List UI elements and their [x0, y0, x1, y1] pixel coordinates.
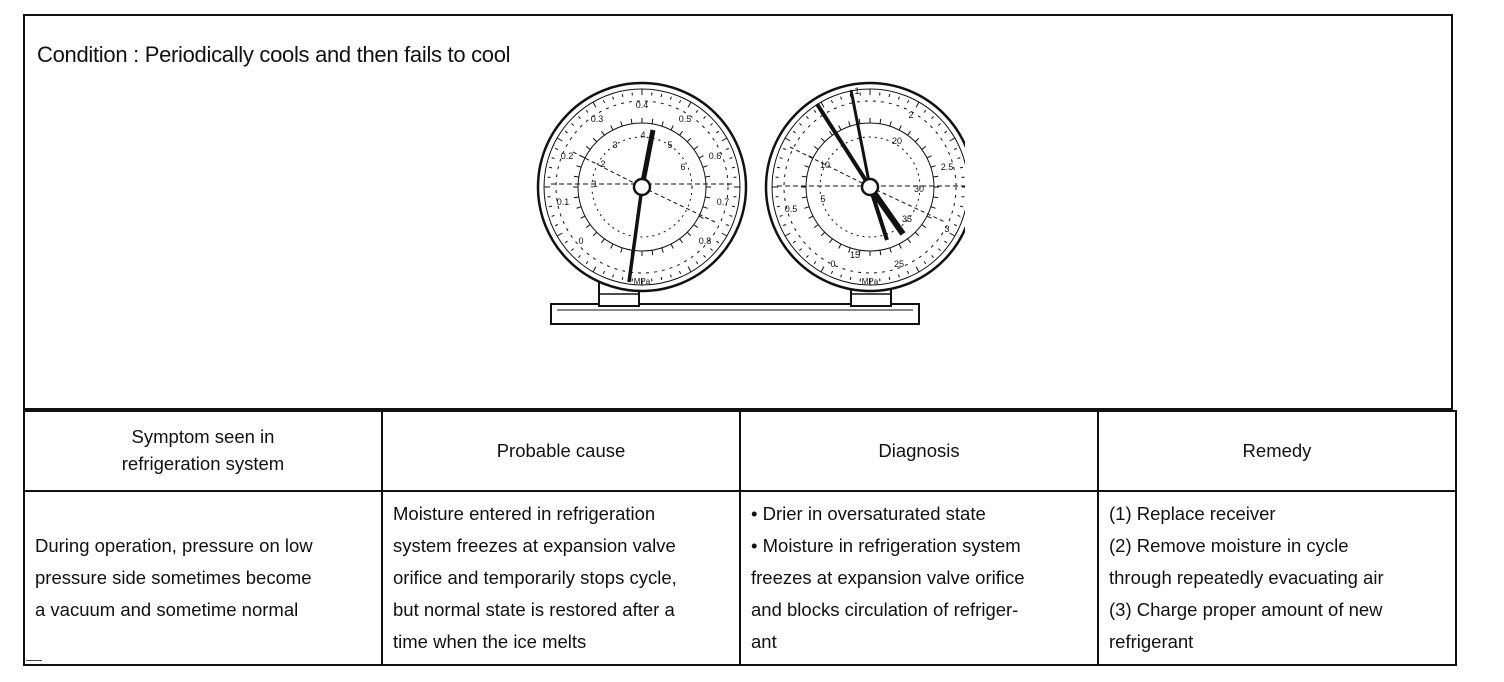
- dial-tick: [732, 167, 735, 168]
- low-scale-label: 2: [600, 159, 606, 169]
- cell-text: pressure side sometimes become: [35, 567, 312, 588]
- footer-rule: [26, 660, 42, 661]
- cell-diagnosis: [740, 491, 1098, 665]
- high-scale-label: 25: [893, 259, 905, 269]
- low-scale-label: 5: [667, 140, 673, 150]
- header-text: Diagnosis: [878, 439, 960, 461]
- dial-tick: [960, 206, 963, 207]
- low-scale-label: 0.2: [560, 151, 574, 161]
- dial-tick: [777, 167, 780, 168]
- cell-text: time when the ice melts: [393, 631, 587, 652]
- troubleshooting-table: [23, 410, 1457, 666]
- dial-tick: [661, 277, 662, 280]
- header-text: Probable cause: [496, 439, 626, 461]
- header-remedy: [1098, 411, 1456, 491]
- manifold-gauge-illustration: [515, 72, 965, 342]
- dial-tick: [777, 206, 780, 207]
- cell-text: system freezes at expansion valve: [393, 535, 676, 556]
- high-scale-label: 1: [854, 86, 860, 96]
- low-scale-label: 0.8: [698, 236, 712, 246]
- high-scale-label: 3: [944, 224, 950, 234]
- cell-symptom: [24, 491, 382, 665]
- low-scale-label: 0.5: [678, 114, 692, 124]
- high-scale-label: 5: [820, 194, 826, 204]
- high-scale-label: 10: [819, 160, 831, 170]
- cell-probable-cause: [382, 491, 740, 665]
- header-text: Remedy: [1242, 439, 1312, 461]
- low-scale-label: 0.7: [716, 197, 730, 207]
- cell-text: a vacuum and sometime normal: [35, 599, 299, 620]
- high-scale-label: 20: [891, 136, 903, 146]
- high-scale-label: 0.5: [784, 204, 798, 214]
- high-scale-label: 2: [908, 110, 914, 120]
- cell-text: (1) Replace receiver: [1109, 503, 1276, 524]
- low-scale-label: 0: [578, 236, 584, 246]
- cell-text: ant: [751, 631, 777, 652]
- table-header-row: [24, 411, 1456, 491]
- dial-tick: [622, 277, 623, 280]
- dial-tick: [549, 206, 552, 207]
- low-unit-label: MPa: [633, 277, 651, 286]
- high-pressure-gauge: [766, 83, 965, 291]
- low-scale-label: 0.1: [556, 197, 570, 207]
- header-text: refrigeration system: [121, 453, 285, 474]
- high-scale-label: 2.5: [940, 162, 954, 172]
- dial-tick: [960, 167, 963, 168]
- low-pressure-gauge: [538, 83, 746, 291]
- header-symptom: [24, 411, 382, 491]
- condition-panel: [23, 14, 1453, 410]
- dial-tick: [549, 167, 552, 168]
- header-text: Symptom seen in: [131, 426, 275, 448]
- low-scale-label: 3: [612, 140, 618, 150]
- condition-title: Condition : Periodically cools and then fails to cool: [37, 42, 511, 67]
- low-scale-label: 1: [592, 179, 598, 189]
- cell-text: orifice and temporarily stops cycle,: [393, 567, 677, 588]
- high-unit-label: MPa: [861, 277, 879, 286]
- dial-tick: [850, 277, 851, 280]
- cell-text: and blocks circulation of refriger-: [751, 599, 1019, 620]
- header-diagnosis: [740, 411, 1098, 491]
- cell-text: • Drier in oversaturated state: [751, 503, 986, 524]
- header-probable-cause: [382, 411, 740, 491]
- cell-text: freezes at expansion valve orifice: [751, 567, 1025, 588]
- dial-tick: [889, 277, 890, 280]
- high-scale-label: 30: [913, 184, 925, 194]
- low-scale-label: 6: [680, 162, 686, 172]
- low-scale-label: 0.3: [590, 114, 604, 124]
- dial-tick: [661, 94, 662, 97]
- low-scale-label: 0.4: [635, 100, 649, 110]
- cell-text: • Moisture in refrigeration system: [751, 535, 1021, 556]
- cell-text: During operation, pressure on low: [35, 535, 313, 556]
- cell-text: but normal state is restored after a: [393, 599, 675, 620]
- cell-remedy: [1098, 491, 1456, 665]
- cell-text: (3) Charge proper amount of new: [1109, 599, 1383, 620]
- cell-text: through repeatedly evacuating air: [1109, 567, 1384, 588]
- cell-text: refrigerant: [1109, 631, 1194, 652]
- dial-tick: [732, 206, 735, 207]
- cell-text: Moisture entered in refrigeration: [393, 503, 656, 524]
- high-scale-label: 35: [901, 214, 913, 224]
- cell-text: (2) Remove moisture in cycle: [1109, 535, 1349, 556]
- dial-tick: [622, 94, 623, 97]
- low-scale-label: 4: [640, 130, 646, 140]
- table-row: [24, 491, 1456, 665]
- high-scale-label: 0: [830, 259, 836, 269]
- high-scale-label: 15: [849, 250, 861, 260]
- dial-tick: [889, 94, 890, 97]
- low-scale-label: 0.6: [708, 151, 722, 161]
